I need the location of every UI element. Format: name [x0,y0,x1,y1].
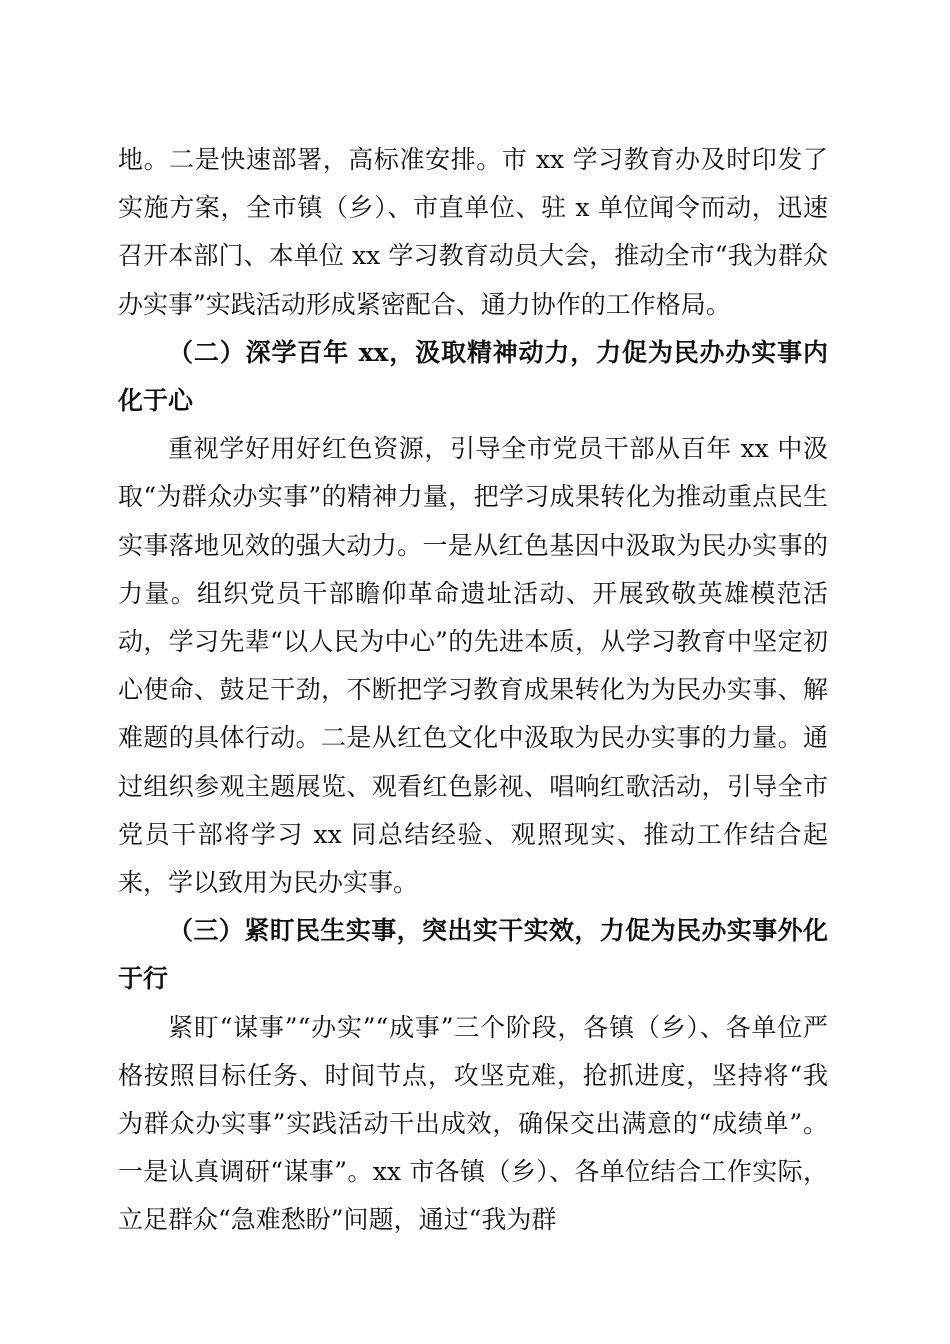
paragraph-deployment-continued: 地。二是快速部署，高标准安排。市 xx 学习教育办及时印发了实施方案，全市镇（乡）、市直单位、驻 x 单位闻令而动，迅速召开本部门、本单位 xx 学习教育动员大会，推动全市“我为群众办实事”实践活动形成紧密配合、通力协作的工作格局。 [118,145,828,319]
paragraph-red-resources: 重视学好用好红色资源，引导全市党员干部从百年 xx 中汲取“为群众办实事”的精神力量，把学习成果转化为推动重点民生实事落地见效的强大动力。一是从红色基因中汲取为民办实事的力量。组织党员干部瞻仰革命遗址活动、开展致敬英雄模范活动，学习先辈“以人民为中心”的先进本质，从学习教育中坚定初心使命、鼓足干劲，不断把学习教育成果转化为为民办实事、解难题的具体行动。二是从红色文化中汲取为民办实事的力量。通过组织参观主题展览、观看红色影视、唱响红歌活动，引导全市党员干部将学习 xx 同总结经验、观照现实、推动工作结合起来，学以致用为民办实事。 [118,434,828,898]
paragraph-livelihood-affairs: 紧盯“谋事”“办实”“成事”三个阶段，各镇（乡）、各单位严格按照目标任务、时间节点，攻坚克难，抢抓进度，坚持将“我为群众办实事”实践活动干出成效，确保交出满意的“成绩单”。一是认真调研“谋事”。xx 市各镇（乡）、各单位结合工作实际，立足群众“急难愁盼”问题，通过“我为群 [118,1012,828,1235]
document-body [118,136,828,1245]
section-heading-3: （三）紧盯民生实事，突出实干实效，力促为民办实事外化于行 [118,916,828,994]
section-heading-2: （二）深学百年 xx，汲取精神动力，力促为民办办实事内化于心 [118,337,828,416]
